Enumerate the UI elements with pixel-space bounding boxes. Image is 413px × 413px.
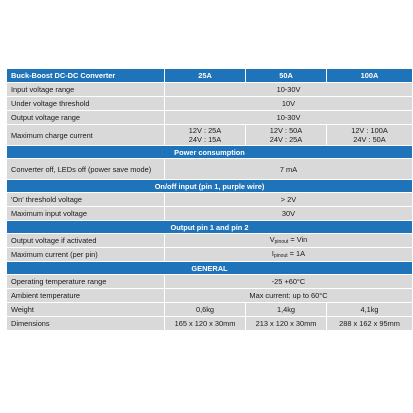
row-value: 10-30V — [165, 111, 412, 124]
row-value-50a — [246, 125, 326, 145]
row-label: Converter off, LEDs off (power save mode) — [7, 159, 164, 179]
row-label: Operating temperature range — [7, 275, 164, 288]
value-rest: = Vin — [288, 234, 308, 244]
row-value-25a: 165 x 120 x 30mm — [165, 317, 245, 330]
model-25a: 25A — [165, 69, 245, 82]
row-label: Input voltage range — [7, 83, 164, 96]
row-value: 30V — [165, 207, 412, 220]
row-label: Output voltage if activated — [7, 234, 164, 247]
table-row — [7, 303, 412, 316]
model-50a: 50A — [246, 69, 326, 82]
table-row — [7, 207, 412, 220]
table-row — [7, 97, 412, 110]
section-title: Power consumption — [7, 146, 412, 158]
row-value: 7 mA — [165, 159, 412, 179]
table-row — [7, 193, 412, 206]
section-header — [7, 180, 412, 192]
value-line: 12V : 25A — [188, 126, 222, 135]
table-row — [7, 125, 412, 145]
row-label: Maximum input voltage — [7, 207, 164, 220]
row-label: Weight — [7, 303, 164, 316]
row-value-50a: 1,4kg — [246, 303, 326, 316]
table-row — [7, 111, 412, 124]
value-line: 12V : 100A — [351, 126, 388, 135]
table-row — [7, 248, 412, 261]
row-label: Maximum current (per pin) — [7, 248, 164, 261]
row-value-100a: 4,1kg — [327, 303, 412, 316]
section-title: On/off input (pin 1, purple wire) — [7, 180, 412, 192]
row-label: Output voltage range — [7, 111, 164, 124]
section-title: GENERAL — [7, 262, 412, 274]
row-value-100a: 288 x 162 x 95mm — [327, 317, 412, 330]
table-title: Buck-Boost DC-DC Converter — [7, 69, 164, 82]
row-label: Maximum charge current — [7, 125, 164, 145]
row-value: -25 +60°C — [165, 275, 412, 288]
table-row — [7, 234, 412, 247]
row-label: 'On' threshold voltage — [7, 193, 164, 206]
row-value: 10-30V — [165, 83, 412, 96]
spec-table — [6, 68, 413, 331]
row-value-50a: 213 x 120 x 30mm — [246, 317, 326, 330]
table-row — [7, 317, 412, 330]
table-row — [7, 275, 412, 288]
section-title: Output pin 1 and pin 2 — [7, 221, 412, 233]
row-value — [165, 248, 412, 261]
value-subscript: pinout — [273, 252, 288, 259]
row-value: Max current: up to 60°C — [165, 289, 412, 302]
value-symbol: I — [271, 248, 274, 258]
table-row — [7, 159, 412, 179]
value-line: 12V : 50A — [269, 126, 303, 135]
row-value-25a: 0,6kg — [165, 303, 245, 316]
row-label: Under voltage threshold — [7, 97, 164, 110]
row-value: 10V — [165, 97, 412, 110]
row-label: Dimensions — [7, 317, 164, 330]
row-label: Ambient temperature — [7, 289, 164, 302]
value-subscript: pinout — [274, 238, 289, 245]
row-value: > 2V — [165, 193, 412, 206]
header-row — [7, 69, 412, 82]
value-symbol: V — [269, 234, 275, 244]
section-header — [7, 221, 412, 233]
model-100a: 100A — [327, 69, 412, 82]
value-line: 24V : 25A — [269, 135, 303, 144]
table-row — [7, 289, 412, 302]
section-header — [7, 146, 412, 158]
value-line: 24V : 15A — [188, 135, 222, 144]
section-header — [7, 262, 412, 274]
value-line: 24V : 50A — [353, 135, 386, 144]
table-row — [7, 83, 412, 96]
value-rest: = 1A — [287, 248, 306, 258]
row-value-100a — [327, 125, 412, 145]
row-value-25a — [165, 125, 245, 145]
row-value — [165, 234, 412, 247]
